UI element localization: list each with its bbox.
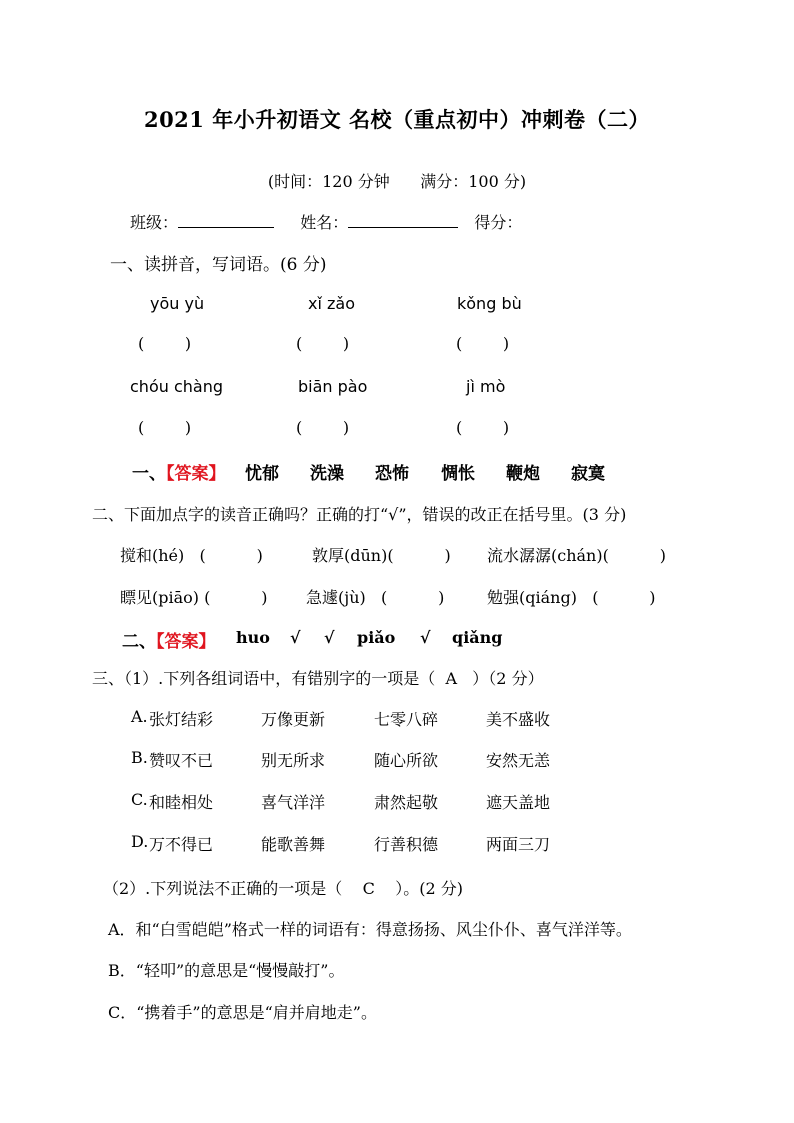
q1-answer-1: 忧郁 bbox=[245, 464, 279, 484]
pinyin-1: yōu yù bbox=[150, 294, 205, 313]
q2-answer-1: huo bbox=[236, 628, 270, 647]
q1-answer-3: 恐怖 bbox=[375, 464, 409, 484]
answer-blank-1[interactable]: ( ) bbox=[138, 334, 192, 353]
q2-item-5: 急遽(jù) ( ) bbox=[306, 588, 445, 607]
q3-question: 下列各组词语中，有错别字的一项是（ bbox=[163, 669, 436, 688]
option-d-word-2: 能歌善舞 bbox=[261, 835, 326, 854]
option-c-word-1: 和睦相处 bbox=[149, 793, 214, 812]
q2-answer-5: √ bbox=[420, 628, 431, 647]
option-d-letter: D. bbox=[131, 832, 149, 851]
answer-blank-6[interactable]: ( ) bbox=[456, 418, 510, 437]
q2-item-3: 流水潺潺(chán)( ) bbox=[487, 546, 666, 565]
option-c-word-2: 喜气洋洋 bbox=[261, 793, 326, 812]
name-label: 姓名： bbox=[300, 213, 349, 232]
student-info-line bbox=[130, 210, 522, 233]
name-blank[interactable] bbox=[348, 211, 458, 228]
q2-item-1: 搅和(hé) ( ) bbox=[120, 546, 263, 565]
pinyin-5: biān pào bbox=[298, 377, 368, 396]
answer-number: 二、 bbox=[122, 632, 156, 652]
option-b-word-2: 别无所求 bbox=[261, 751, 326, 770]
option-a-letter: A. bbox=[131, 707, 148, 726]
option-b-letter: B. bbox=[131, 748, 148, 767]
option-c-word-3: 肃然起敬 bbox=[374, 793, 439, 812]
q2-answer-3: √ bbox=[324, 628, 335, 647]
option-a-word-3: 七零八碎 bbox=[374, 710, 439, 729]
option-b-word-3: 随心所欲 bbox=[374, 751, 439, 770]
pinyin-6: jì mò bbox=[466, 377, 506, 396]
score-label: 得分： bbox=[474, 213, 523, 232]
page-title: 2021 年小升初语文 名校（重点初中）冲刺卷（二） bbox=[143, 107, 651, 132]
option-d-word-1: 万不得已 bbox=[149, 835, 214, 854]
q1-answer-2: 洗澡 bbox=[310, 464, 344, 484]
statement-b: B．“轻叩”的意思是“慢慢敲打”。 bbox=[108, 961, 345, 980]
q2-answer-2: √ bbox=[290, 628, 301, 647]
q1-answer-5: 鞭炮 bbox=[506, 464, 540, 484]
q2-heading: 二、下面加点字的读音正确吗？正确的打“√”，错误的改正在括号里。(3 分) bbox=[92, 505, 627, 524]
option-d-word-4: 两面三刀 bbox=[486, 835, 551, 854]
q3-sub2-heading: （2）.下列说法不正确的一项是（ C ）。(2 分) bbox=[103, 879, 463, 898]
pinyin-4: chóu chàng bbox=[130, 377, 223, 396]
option-b-word-4: 安然无恙 bbox=[486, 751, 551, 770]
answer-number: 一、 bbox=[132, 464, 166, 484]
answer-blank-2[interactable]: ( ) bbox=[296, 334, 350, 353]
answer-blank-5[interactable]: ( ) bbox=[296, 418, 350, 437]
option-a-word-4: 美不盛收 bbox=[486, 710, 551, 729]
q3-answer: A bbox=[445, 669, 458, 688]
option-a-word-2: 万像更新 bbox=[261, 710, 326, 729]
pinyin-2: xǐ zǎo bbox=[308, 294, 355, 313]
statement-c: C．“携着手”的意思是“肩并肩地走”。 bbox=[108, 1003, 377, 1022]
q1-answer-4: 惆怅 bbox=[441, 464, 475, 484]
answer-tag: 【答案】 bbox=[166, 464, 226, 484]
q1-heading: 一、读拼音，写词语。(6 分) bbox=[110, 255, 327, 275]
option-a-word-1: 张灯结彩 bbox=[149, 710, 214, 729]
q3-points: ）（2 分） bbox=[472, 669, 544, 688]
option-d-word-3: 行善积德 bbox=[374, 835, 439, 854]
q1-answer-line bbox=[132, 459, 226, 484]
option-b-word-1: 赞叹不已 bbox=[149, 751, 214, 770]
class-blank[interactable] bbox=[178, 211, 274, 228]
exam-time-score: (时间：120 分钟 满分：100 分) bbox=[267, 172, 527, 191]
option-c-word-4: 遮天盖地 bbox=[486, 793, 551, 812]
class-label: 班级： bbox=[130, 213, 179, 232]
q2-answer-6: qiǎng bbox=[452, 628, 503, 647]
q1-answer-6: 寂寞 bbox=[571, 464, 605, 484]
q2-answer-line bbox=[122, 627, 216, 652]
statement-a: A．和“白雪皑皑”格式一样的词语有：得意扬扬、风尘仆仆、喜气洋洋等。 bbox=[108, 920, 632, 939]
q3-heading bbox=[92, 666, 544, 689]
q2-answer-4: piǎo bbox=[357, 628, 396, 647]
pinyin-3: kǒng bù bbox=[457, 294, 522, 313]
q2-item-6: 勉强(qiáng) ( ) bbox=[487, 588, 656, 607]
q2-item-4: 瞟见(piāo) ( ) bbox=[120, 588, 268, 607]
answer-blank-3[interactable]: ( ) bbox=[456, 334, 510, 353]
q2-item-2: 敦厚(dūn)( ) bbox=[312, 546, 451, 565]
q3-number: 三、（1）. bbox=[92, 669, 164, 688]
answer-tag: 【答案】 bbox=[156, 632, 216, 652]
option-c-letter: C. bbox=[131, 790, 148, 809]
answer-blank-4[interactable]: ( ) bbox=[138, 418, 192, 437]
